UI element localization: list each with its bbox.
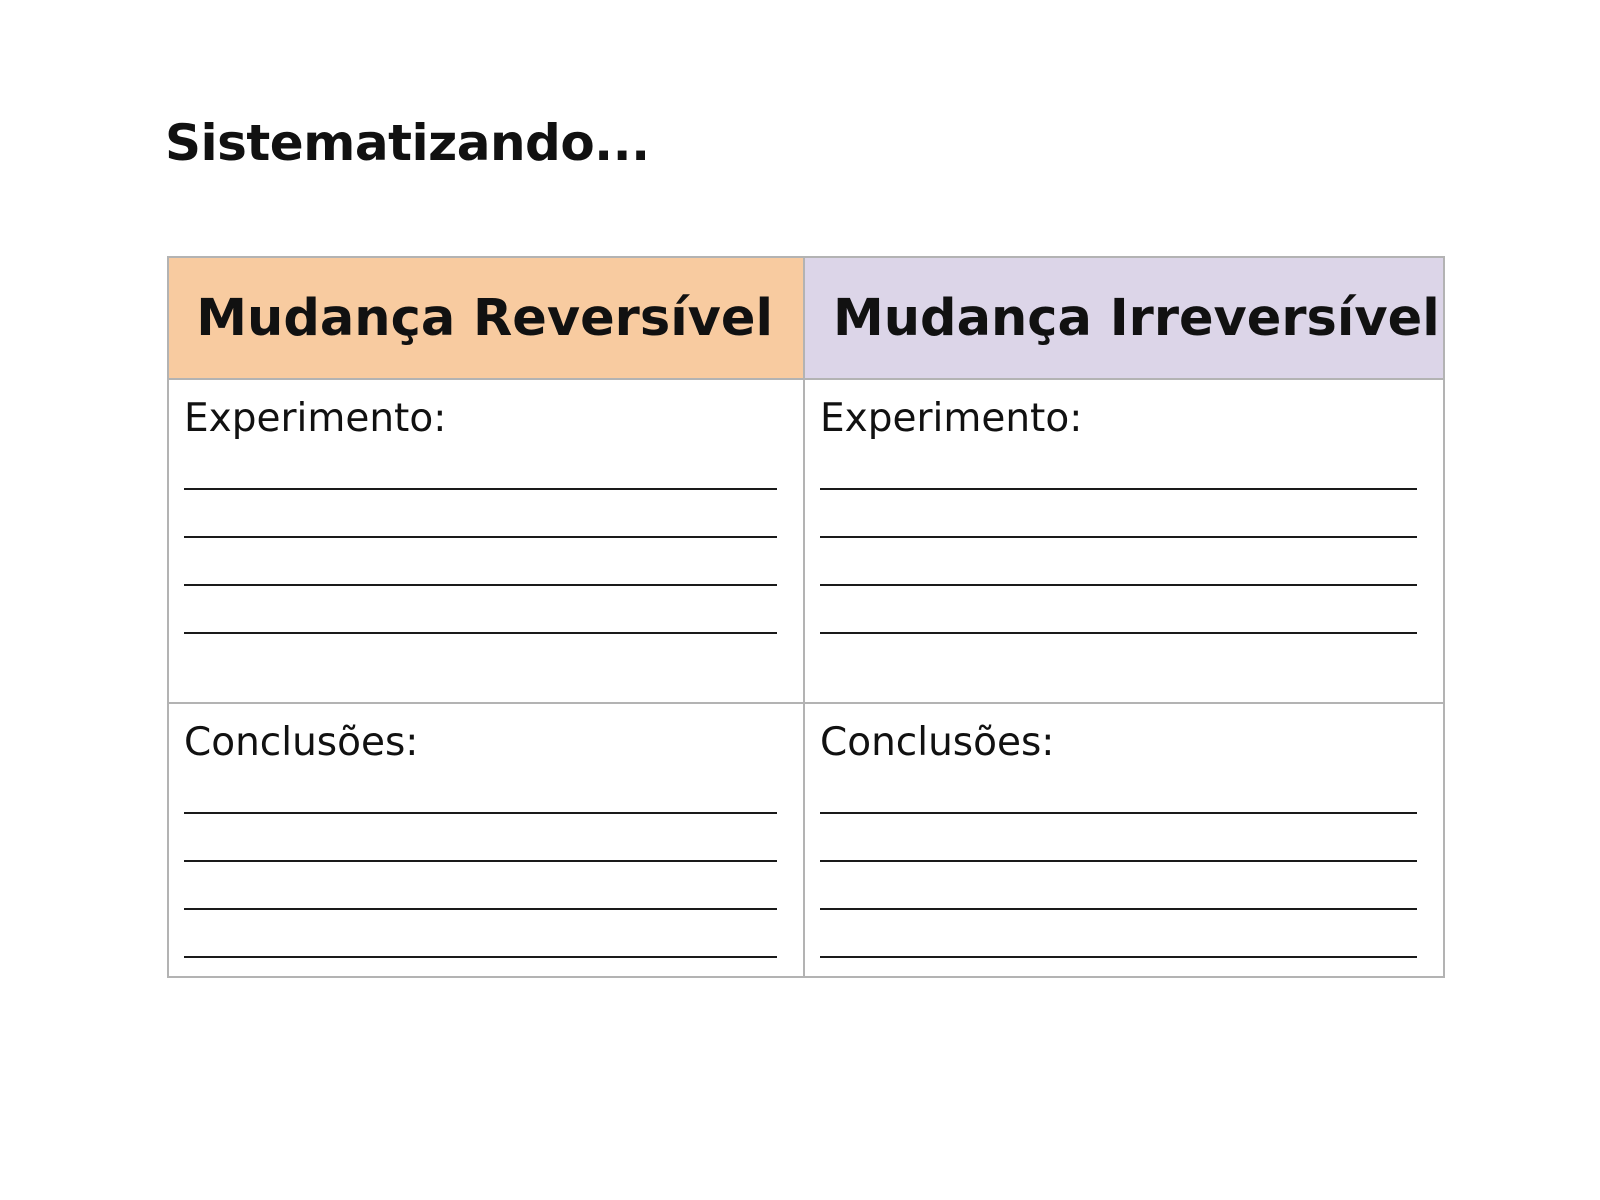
answer-line[interactable] (820, 908, 1417, 910)
table-header-row (168, 257, 1444, 379)
irreversible-experiment-cell (804, 379, 1444, 703)
answer-line[interactable] (184, 956, 777, 958)
experiment-label: Experimento: (820, 396, 1083, 441)
answer-line[interactable] (820, 632, 1417, 634)
answer-line[interactable] (184, 860, 777, 862)
conclusions-label: Conclusões: (820, 720, 1055, 765)
header-irreversible-change: Mudança Irreversível (804, 257, 1444, 379)
answer-line[interactable] (184, 632, 777, 634)
answer-line[interactable] (184, 812, 777, 814)
answer-line[interactable] (820, 860, 1417, 862)
table-row-conclusions (168, 703, 1444, 977)
page-title: Sistematizando... (165, 114, 650, 172)
answer-line[interactable] (184, 584, 777, 586)
answer-line[interactable] (820, 584, 1417, 586)
reversible-experiment-cell (168, 379, 804, 703)
worksheet-table (167, 256, 1445, 978)
experiment-label: Experimento: (184, 396, 447, 441)
irreversible-conclusions-cell (804, 703, 1444, 977)
table-row-experiment (168, 379, 1444, 703)
reversible-conclusions-cell (168, 703, 804, 977)
answer-line[interactable] (820, 956, 1417, 958)
answer-line[interactable] (820, 536, 1417, 538)
answer-line[interactable] (184, 908, 777, 910)
answer-line[interactable] (820, 488, 1417, 490)
header-reversible-change: Mudança Reversível (168, 257, 804, 379)
answer-line[interactable] (184, 536, 777, 538)
answer-line[interactable] (820, 812, 1417, 814)
conclusions-label: Conclusões: (184, 720, 419, 765)
answer-line[interactable] (184, 488, 777, 490)
